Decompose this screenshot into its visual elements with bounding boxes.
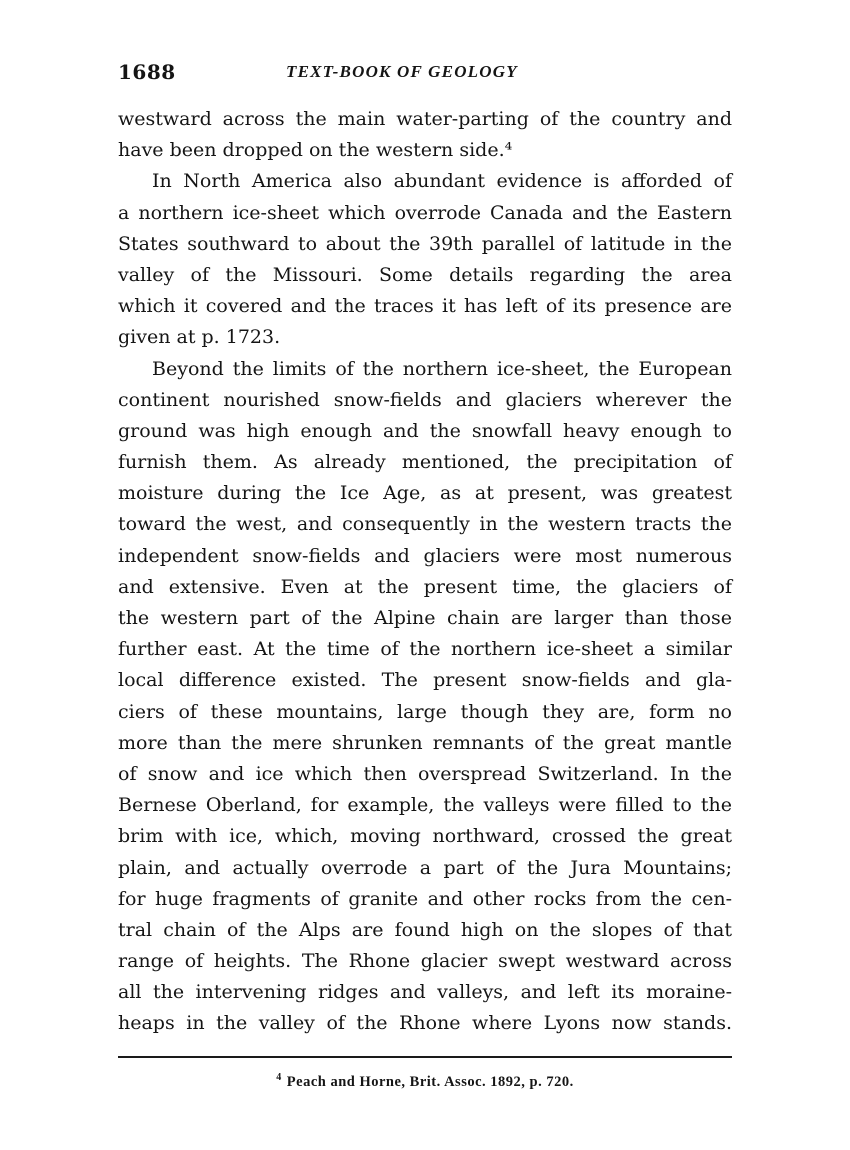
text-line: have been dropped on the western side.⁴ <box>118 139 513 162</box>
text-line: for huge fragments of granite and other rocks from the cen- <box>118 887 732 910</box>
text-line: moisture during the Ice Age, as at present, was greatest <box>118 482 732 505</box>
text-line: range of heights. The Rhone glacier swept westward across <box>118 950 732 973</box>
running-head <box>118 60 732 90</box>
text-line: Beyond the limits of the northern ice-sheet, the European <box>152 357 732 380</box>
text-line: local difference existed. The present snow-fields and gla- <box>118 669 732 692</box>
text-line: plain, and actually overrode a part of the Jura Mountains; <box>118 856 732 879</box>
text-line: of snow and ice which then overspread Switzerland. In the <box>118 762 732 785</box>
text-line: toward the west, and consequently in the western tracts the <box>118 513 732 536</box>
text-line: which it covered and the traces it has left of its presence are <box>118 295 732 318</box>
running-title: TEXT-BOOK OF GEOLOGY <box>286 62 518 81</box>
text-line: all the intervening ridges and valleys, and left its moraine- <box>118 981 732 1004</box>
text-line: ciers of these mountains, large though they are, form no <box>118 700 732 723</box>
text-line: further east. At the time of the northern ice-sheet a similar <box>118 638 732 661</box>
footnote-mark: 4 <box>276 1071 282 1083</box>
text-line: In North America also abundant evidence is afforded of <box>152 170 732 193</box>
text-line: valley of the Missouri. Some details regarding the area <box>118 263 732 286</box>
text-line: tral chain of the Alps are found high on the slopes of that <box>118 918 732 941</box>
text-line: furnish them. As already mentioned, the precipitation of <box>118 451 732 474</box>
text-line: given at p. 1723. <box>118 326 281 349</box>
text-line: more than the mere shrunken remnants of the great mantle <box>118 731 732 754</box>
text-line: independent snow-fields and glaciers were most numerous <box>118 544 732 567</box>
text-line: westward across the main water-parting of the country and <box>118 108 732 130</box>
text-line: and extensive. Even at the present time, the glaciers of <box>118 575 732 598</box>
text-line: Bernese Oberland, for example, the valleys were filled to the <box>118 794 732 817</box>
footnote-text: Peach and Horne, Brit. Assoc. 1892, p. 720. <box>286 1073 574 1090</box>
text-line: ground was high enough and the snowfall heavy enough to <box>118 419 732 442</box>
text-line: continent nourished snow-fields and glaciers wherever the <box>118 388 732 411</box>
footnote <box>118 1072 732 1091</box>
text-line: the western part of the Alpine chain are larger than those <box>118 607 732 629</box>
body-text <box>118 104 732 1040</box>
footnote-rule <box>118 1056 732 1058</box>
text-line: heaps in the valley of the Rhone where Lyons now stands. <box>118 1012 732 1035</box>
text-line: a northern ice-sheet which overrode Canada and the Eastern <box>118 201 732 224</box>
page-number: 1688 <box>118 60 176 84</box>
book-page <box>118 60 732 1090</box>
text-line: brim with ice, which, moving northward, crossed the great <box>118 825 732 848</box>
text-line: States southward to about the 39th parallel of latitude in the <box>118 232 732 255</box>
